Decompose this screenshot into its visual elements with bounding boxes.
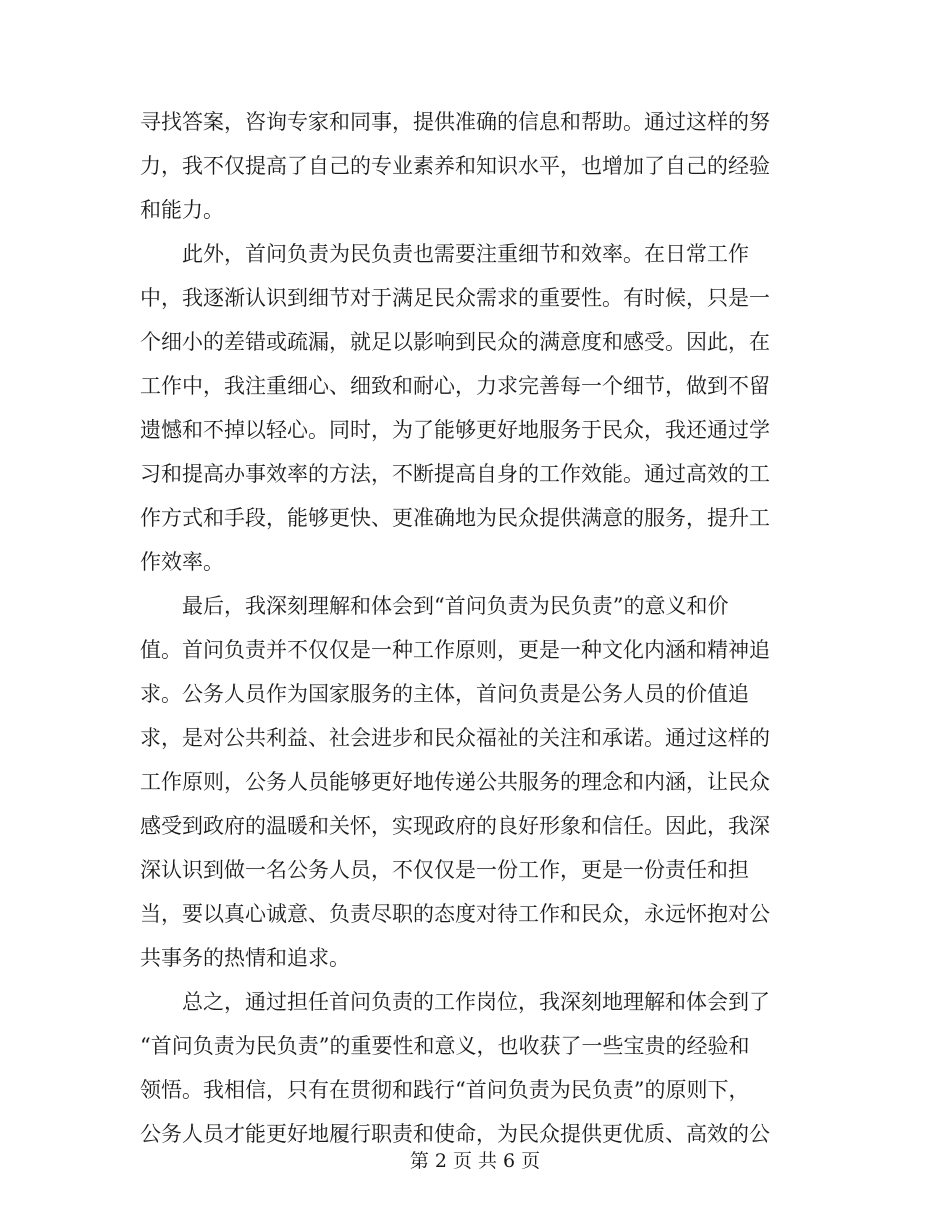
text-line: 和能力。: [140, 198, 224, 222]
text-line: 工作原则，公务人员能够更好地传递公共服务的理念和内涵，让民众: [140, 770, 770, 794]
text-line: 深认识到做一名公务人员，不仅仅是一份工作，更是一份责任和担: [140, 858, 749, 882]
text-line: 作方式和手段，能够更快、更准确地为民众提供满意的服务，提升工: [140, 506, 770, 530]
paragraph-first-line: 最后，我深刻理解和体会到“首问负责为民负责”的意义和价: [182, 594, 729, 618]
text-line: 求，是对公共利益、社会进步和民众福祉的关注和承诺。通过这样的: [140, 726, 770, 750]
text-line: 个细小的差错或疏漏，就足以影响到民众的满意度和感受。因此，在: [140, 330, 770, 354]
text-line: 遗憾和不掉以轻心。同时，为了能够更好地服务于民众，我还通过学: [140, 418, 770, 442]
text-line: 公务人员才能更好地履行职责和使命，为民众提供更优质、高效的公: [140, 1122, 770, 1146]
text-line: 作效率。: [140, 550, 224, 574]
text-line: 习和提高办事效率的方法，不断提高自身的工作效能。通过高效的工: [140, 462, 770, 486]
text-line: 共事务的热情和追求。: [140, 946, 350, 970]
text-line: 工作中，我注重细心、细致和耐心，力求完善每一个细节，做到不留: [140, 374, 770, 398]
text-line: 求。公务人员作为国家服务的主体，首问负责是公务人员的价值追: [140, 682, 749, 706]
text-line: 感受到政府的温暖和关怀，实现政府的良好形象和信任。因此，我深: [140, 814, 770, 838]
text-line: 领悟。我相信，只有在贯彻和践行“首问负责为民负责”的原则下，: [140, 1078, 750, 1102]
text-line: “首问负责为民负责”的重要性和意义，也收获了一些宝贵的经验和: [140, 1034, 750, 1058]
text-line: 寻找答案，咨询专家和同事，提供准确的信息和帮助。通过这样的努: [140, 110, 770, 134]
paragraph-first-line: 总之，通过担任首问负责的工作岗位，我深刻地理解和体会到了: [182, 990, 770, 1014]
text-line: 当，要以真心诚意、负责尽职的态度对待工作和民众，永远怀抱对公: [140, 902, 770, 926]
text-line: 中，我逐渐认识到细节对于满足民众需求的重要性。有时候，只是一: [140, 286, 770, 310]
text-line: 力，我不仅提高了自己的专业素养和知识水平，也增加了自己的经验: [140, 154, 770, 178]
page-number-footer: 第 2 页 共 6 页: [409, 1150, 541, 1172]
paragraph-first-line: 此外，首问负责为民负责也需要注重细节和效率。在日常工作: [182, 242, 749, 266]
text-line: 值。首问负责并不仅仅是一种工作原则，更是一种文化内涵和精神追: [140, 638, 770, 662]
